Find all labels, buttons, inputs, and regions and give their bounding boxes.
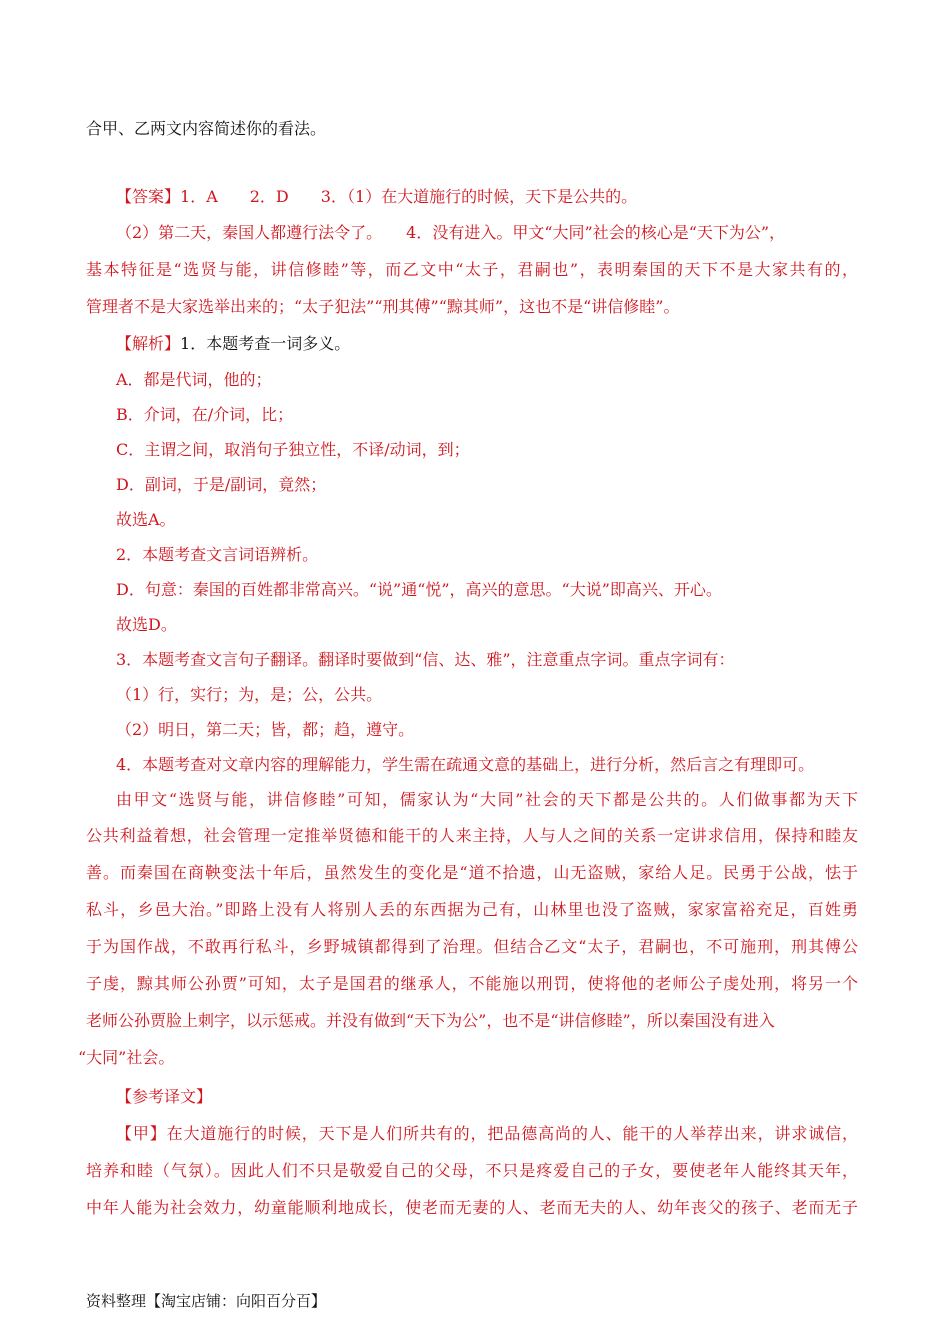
answer-line-1 bbox=[116, 186, 637, 208]
analysis-line-text: 1．本题考查一词多义。 bbox=[180, 334, 351, 353]
translation-tag: 【参考译文】 bbox=[116, 1087, 213, 1106]
analysis-para-line: “大同”社会。 bbox=[78, 1048, 175, 1067]
answer-line-4: 管理者不是大家选举出来的；“太子犯法”“刑其傅”“黥其师”，这也不是“讲信修睦”。 bbox=[86, 297, 680, 316]
analysis-line: D．句意：秦国的百姓都非常高兴。“说”通“悦”，高兴的意思。“大说”即高兴、开心。 bbox=[116, 580, 722, 599]
analysis-para-line: 于为国作战，不敢再行私斗，乡野城镇都得到了治理。但结合乙文“太子，君嗣也，不可施刑，刑其傅公 bbox=[86, 937, 858, 956]
answer-line-3: 基本特征是“选贤与能，讲信修睦”等，而乙文中“太子，君嗣也”，表明秦国的天下不是大家共有的， bbox=[86, 260, 858, 279]
analysis-line: 2．本题考查文言词语辨析。 bbox=[116, 545, 319, 564]
analysis-line: （2）明日，第二天；皆，都；趋，遵守。 bbox=[116, 720, 415, 739]
analysis-para-line: 老师公孙贾脸上刺字，以示惩戒。并没有做到“天下为公”，也不是“讲信修睦”，所以秦国没有进入 bbox=[86, 1011, 775, 1030]
footer-source: 资料整理【淘宝店铺：向阳百分百】 bbox=[86, 1292, 327, 1310]
analysis-line-1 bbox=[116, 333, 350, 355]
analysis-para-line: 子虔，黥其师公孙贾”可知，太子是国君的继承人，不能施以刑罚，使将他的老师公子虔处刑，将另一个 bbox=[86, 974, 858, 993]
translation-line: 中年人能为社会效力，幼童能顺利地成长，使老而无妻的人、老而无夫的人、幼年丧父的孩子、老而无子 bbox=[86, 1198, 858, 1217]
answer-tag: 【答案】 bbox=[116, 187, 181, 206]
analysis-line: 故选A。 bbox=[116, 510, 176, 529]
analysis-line: D．副词，于是/副词，竟然； bbox=[116, 475, 327, 494]
analysis-para-line: 私斗，乡邑大治。”即路上没有人将别人丢的东西据为己有，山林里也没了盗贼，家家富裕充足，百姓勇 bbox=[86, 900, 858, 919]
analysis-line: 3．本题考查文言句子翻译。翻译时要做到“信、达、雅”，注意重点字词。重点字词有： bbox=[116, 650, 735, 669]
analysis-line: B．介词，在/介词，比； bbox=[116, 405, 294, 424]
analysis-line: 故选D。 bbox=[116, 615, 177, 634]
analysis-para-line: 公共利益着想，社会管理一定推举贤德和能干的人来主持，人与人之间的关系一定讲求信用，保持和睦友 bbox=[86, 826, 858, 845]
translation-line: 【甲】在大道施行的时候，天下是人们所共有的，把品德高尚的人、能干的人举荐出来，讲求诚信， bbox=[116, 1124, 858, 1143]
analysis-line: C．主谓之间，取消句子独立性，不译/动词，到； bbox=[116, 440, 470, 459]
answer-line-2: （2）第二天，秦国人都遵行法令了。 4．没有进入。甲文“大同”社会的核心是“天下为公”， bbox=[116, 223, 786, 242]
answer-line-1-text: 1．A 2．D 3．（1）在大道施行的时候，天下是公共的。 bbox=[180, 187, 638, 206]
translation-line: 培养和睦（气氛）。因此人们不只是敬爱自己的父母，不只是疼爱自己的子女，要使老年人能终其天年， bbox=[86, 1161, 858, 1180]
question-tail: 合甲、乙两文内容简述你的看法。 bbox=[86, 119, 327, 138]
analysis-para-line: 由甲文“选贤与能，讲信修睦”可知，儒家认为“大同”社会的天下都是公共的。人们做事都为天下 bbox=[116, 790, 858, 809]
analysis-line: A．都是代词，他的； bbox=[116, 370, 272, 389]
analysis-line: （1）行，实行；为，是；公，公共。 bbox=[116, 685, 383, 704]
analysis-tag: 【解析】 bbox=[116, 334, 181, 353]
analysis-line: 4．本题考查对文章内容的理解能力，学生需在疏通文意的基础上，进行分析，然后言之有理即可。 bbox=[116, 755, 815, 774]
analysis-para-line: 善。而秦国在商鞅变法十年后，虽然发生的变化是“道不拾遗，山无盗贼，家给人足。民勇于公战，怯于 bbox=[86, 863, 858, 882]
